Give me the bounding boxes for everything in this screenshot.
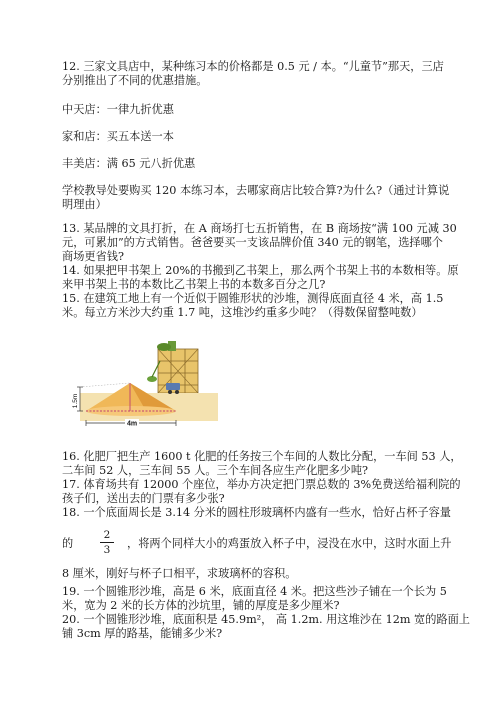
sand-cone-figure [72,339,222,431]
problem-12-question-line-2: 明理由） [62,198,107,211]
problem-17-line-1: 17. 体育场共有 12000 个座位，举办方决定把门票总数的 3%免费送给福利院的 [62,478,461,491]
height-label: 1.5m [72,393,79,409]
problem-14-line-2: 来甲书架上书的本数比乙书架上书的本数多百分之几? [62,278,326,291]
problem-13-line-3: 商场更省钱? [62,250,124,263]
problem-20-line-1: 20. 一个圆锥形沙堆，底面积是 45.9m²， 高 1.2m. 用这堆沙在 12m 宽的路面上 [62,613,470,626]
problem-14-line-1: 14. 如果把甲书架上 20%的书搬到乙书架上，那么两个书架上书的本数相等。原 [62,264,459,277]
problem-20-line-2: 铺 3cm 厚的路基，能铺多少米? [62,627,223,640]
fraction-bar [100,542,114,543]
problem-16-line-2: 二车间 52 人，三车间 55 人。三个车间各应生产化肥多少吨? [62,464,369,477]
problem-19-line-1: 19. 一个圆锥形沙堆，高是 6 米，底面直径 4 米。把这些沙子铺在一个长为 5 [62,585,447,598]
problem-12-question-line-1: 学校教导处要购买 120 本练习本，去哪家商店比较合算?为什么?（通过计算说 [62,184,450,197]
problem-17-line-2: 孩子们，送出去的门票有多少张? [62,492,225,505]
fraction-numerator: 2 [103,529,111,541]
problem-18-line-2-prefix: 的 [62,537,74,550]
store-jiahe: 家和店：买五本送一本 [62,130,174,143]
problem-12-line-2: 分别推出了不同的优惠措施。 [62,74,208,87]
problem-19-line-2: 米，宽为 2 米的长方体的沙坑里，铺的厚度是多少厘米? [62,599,340,612]
store-zhongtian: 中天店：一律九折优惠 [62,103,174,116]
fraction-two-thirds [100,529,114,556]
problem-16-line-1: 16. 化肥厂把生产 1600 t 化肥的任务按三个车间的人数比分配，一车间 53 人， [62,450,462,463]
problem-15-line-1: 15. 在建筑工地上有一个近似于圆锥形状的沙堆，测得底面直径 4 米，高 1.5 [62,292,444,305]
store-fengmei: 丰美店：满 65 元八折优惠 [62,157,196,170]
problem-13-line-2: 元，可累加”的方式销售。爸爸要买一支该品牌价值 340 元的钢笔，选择哪个 [62,236,443,249]
diameter-label: 4m [126,420,138,428]
problem-15-line-2: 米。每立方米沙大约重 1.7 吨，这堆沙约重多少吨？（得数保留整吨数） [62,306,423,319]
problem-18-line-2: ，将两个同样大小的鸡蛋放入杯子中，浸没在水中，这时水面上升 [127,537,452,550]
problem-12-line-1: 12. 三家文具店中，某种练习本的价格都是 0.5 元 / 本。“儿童节”那天，三店 [62,60,444,73]
problem-18-line-1: 18. 一个底面周长是 3.14 分米的圆柱形玻璃杯内盛有一些水，恰好占杯子容量 [62,506,451,519]
problem-18-line-3: 8 厘米，刚好与杯子口相平，求玻璃杯的容积。 [62,567,297,580]
problem-13-line-1: 13. 某品牌的文具打折，在 A 商场打七五折销售，在 B 商场按“满 100 元减 30 [62,222,457,235]
fraction-denominator: 3 [103,544,111,556]
